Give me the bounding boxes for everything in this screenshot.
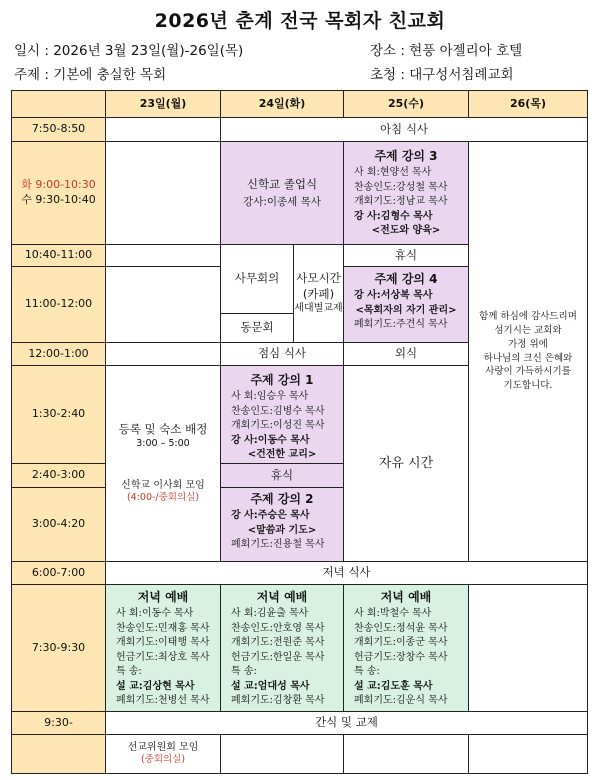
lecture-3 [343,141,469,245]
time-slot-wed: 수 9:30-10:40 [21,193,96,206]
worship-preacher: 설 교:김도훈 목사 [354,680,433,692]
alumni-meeting: 동문회 [220,313,294,343]
empty-cell [105,117,221,142]
worship-closing: 폐회기도:김운식 목사 [354,695,448,707]
time-slot: 2:40-3:00 [11,463,106,488]
lecture-2-closing: 폐회기도:진용철 목사 [231,539,325,551]
lecture-3-line: 찬송인도:강성철 목사 [354,181,448,193]
lecture-3-speaker: 강 사:김형수 목사 [354,210,433,222]
graduation-title: 신학교 졸업식 [246,176,318,191]
worship-line: 특 송: [354,666,380,678]
worship-mon [105,584,221,712]
lunch: 점심 식사 [220,342,344,366]
worship-line: 헌금기도:최상호 목사 [116,651,210,663]
lecture-1-speaker: 강 사:이동수 목사 [231,434,310,446]
lecture-3-theme: <전도와 양육> [371,225,441,237]
schedule-table [11,90,588,774]
lecture-2-title: 주제 강의 2 [250,492,314,506]
header-day-tue: 24일(화) [220,90,344,118]
registration-title: 등록 및 숙소 배정 [118,422,208,437]
time-slot-tue: 화 9:00-10:30 [21,178,96,192]
lecture-3-line: 사 회:현양선 목사 [354,167,432,179]
free-time: 자유 시간 [343,365,469,562]
registration-block [105,365,221,562]
host-info: 초청 : 대구성서침례교회 [370,67,514,83]
blessing-line: 함께 하심에 감사드리며 [479,311,577,323]
business-meeting: 사무회의 [220,244,294,314]
time-slot: 1:30-2:40 [11,365,106,464]
header-day-wed: 25(수) [343,90,469,118]
committee-room: (중회의실) [140,754,186,766]
worship-closing: 폐회기도:천병선 목사 [116,695,210,707]
eat-out: 외식 [343,342,469,366]
blessing-line: 기도합니다. [503,380,553,392]
lecture-4-title: 주제 강의 4 [374,272,438,286]
time-slot: 12:00-1:00 [11,342,106,366]
board-meeting-title: 신학교 이사회 모임 [121,479,205,491]
worship-line: 사 회:박철수 목사 [354,608,432,620]
blessing-line: 섬기시는 교회와 [494,324,562,336]
lecture-2-speaker: 강 사:주승은 목사 [231,510,310,522]
empty-cell [105,342,221,366]
registration-time: 3:00 – 5:00 [136,437,190,449]
worship-line: 사 회:김윤출 목사 [231,608,309,620]
lecture-2 [220,487,344,562]
worship-line: 특 송: [116,666,142,678]
worship-closing: 폐회기도:김창환 목사 [231,695,325,707]
breakfast: 아침 식사 [220,117,588,142]
lecture-1-title: 주제 강의 1 [250,373,314,387]
worship-line: 찬송인도:민재홍 목사 [116,622,210,634]
topic-info: 주제 : 기본에 충실한 목회 [14,67,167,83]
board-meeting-room: (4:00-/중회의실) [126,492,200,503]
time-slot: 3:00-4:20 [11,487,106,562]
lecture-4-speaker: 강 사:서상복 목사 [354,290,433,302]
lecture-4 [343,266,469,343]
header-day-mon: 23일(월) [105,90,221,118]
empty-cell [220,734,344,774]
lecture-1-theme: <건전한 교리> [247,449,317,461]
worship-line: 헌금기도:한일운 목사 [231,651,325,663]
date-info: 일시 : 2026년 3월 23일(월)-26일(목) [14,43,244,59]
empty-cell [105,266,221,343]
worship-line: 특 송: [231,666,257,678]
worship-line: 개회기도:전원준 목사 [231,637,325,649]
blessing-line: 가정 위에 [508,338,548,350]
header-corner [11,90,106,118]
worship-preacher: 설 교:김상현 목사 [116,680,195,692]
lecture-3-title: 주제 강의 3 [374,149,438,163]
lecture-1-line: 개회기도:이성진 목사 [231,420,325,432]
time-slot-empty [11,734,106,774]
spouse-time-place: (카페) [302,286,335,301]
time-slot: 9:30- [11,711,106,735]
lecture-4-theme: <목회자의 자기 관리> [355,304,457,316]
empty-cell [468,734,588,774]
worship-line: 개회기도:이태행 목사 [116,637,210,649]
time-slot [11,141,106,245]
time-slot: 7:30-9:30 [11,584,106,712]
worship-line: 찬송인도:정석윤 목사 [354,622,448,634]
snack-fellowship: 간식 및 교제 [105,711,588,735]
spouse-time-title: 사모시간 [296,271,341,286]
lecture-1-line: 찬송인도:김병수 목사 [231,405,325,417]
venue-info: 장소 : 현풍 아젤리아 호텔 [370,43,523,59]
break-tue: 휴식 [220,463,344,488]
dinner: 저녁 식사 [105,561,588,585]
time-slot: 11:00-12:00 [11,266,106,343]
committee-meeting [105,734,221,774]
break-wed: 휴식 [343,244,469,267]
worship-tue-title: 저녁 예배 [256,590,308,604]
header-day-thu: 26(목) [468,90,588,118]
worship-wed [343,584,469,712]
lecture-4-closing: 폐회기도:주견식 목사 [354,319,448,331]
lecture-1-line: 사 회:임승우 목사 [231,391,309,403]
blessing-line: 사랑이 가득하시기를 [485,366,571,378]
time-slot: 7:50-8:50 [11,117,106,142]
empty-cell [343,734,469,774]
blessing-line: 하나님의 크신 은혜와 [483,352,573,364]
worship-tue [220,584,344,712]
worship-mon-title: 저녁 예배 [137,590,189,604]
lecture-3-line: 개회기도:정남교 목사 [354,196,448,208]
graduation-speaker: 강사:이종세 목사 [243,196,321,209]
worship-line: 개회기도:이종군 목사 [354,637,448,649]
lecture-1 [220,365,344,464]
spouse-time [293,244,344,343]
empty-cell [105,141,221,245]
time-slot: 10:40-11:00 [11,244,106,267]
graduation-session [220,141,344,245]
worship-preacher: 설 교:엄대성 목사 [231,680,310,692]
empty-cell [105,244,221,267]
time-slot: 6:00-7:00 [11,561,106,585]
empty-cell [468,584,588,712]
worship-line: 찬송인도:안호영 목사 [231,622,325,634]
worship-line: 사 회:이동수 목사 [116,608,194,620]
committee-title: 선교위원회 모임 [127,741,199,753]
page-title: 2026년 춘계 전국 목회자 친교회 [154,10,446,32]
closing-blessing [468,141,588,562]
worship-line: 헌금기도:장창수 목사 [354,651,448,663]
spouse-time-sub: 세대별교제 [294,303,343,315]
worship-wed-title: 저녁 예배 [380,590,432,604]
lecture-2-theme: <말씀과 기도> [247,524,317,536]
